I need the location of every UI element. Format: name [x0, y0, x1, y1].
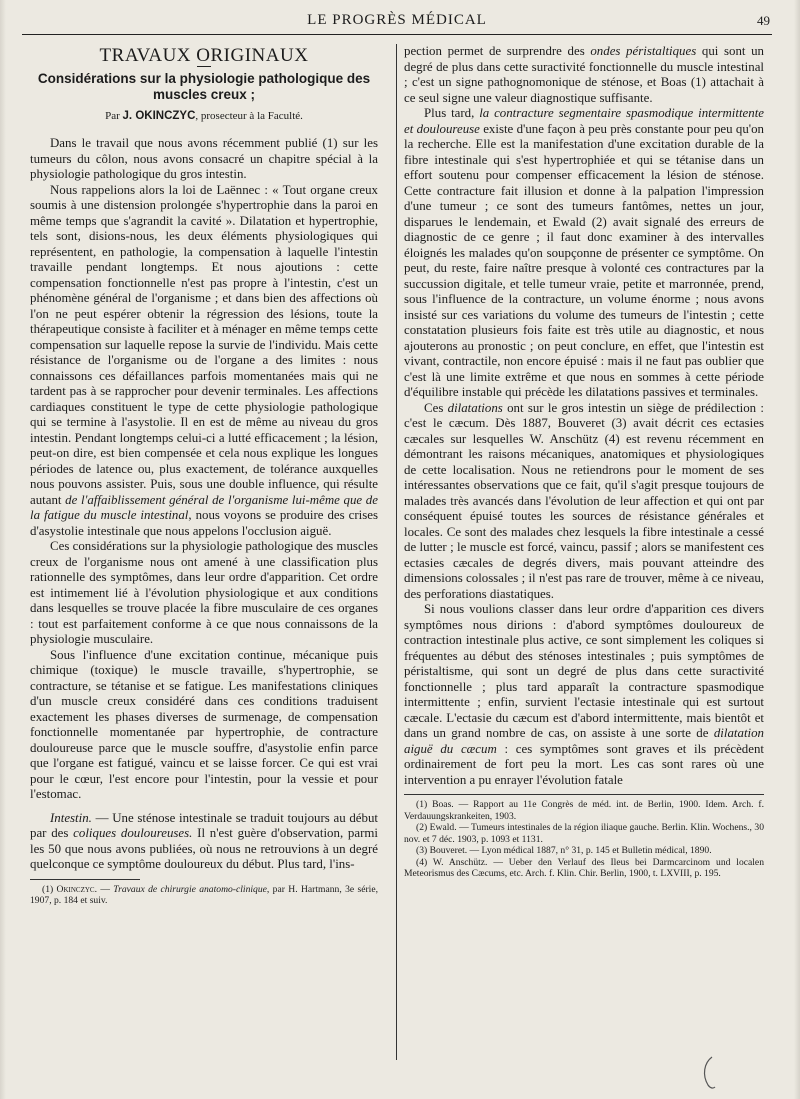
footnote: (2) Ewald. — Tumeurs intestinales de la région iliaque gauche. Berlin. Klin. Wochens., 30 nov. et 7 déc. 1903, p. 1093 et 1131. — [404, 822, 764, 845]
text-run: qui sont un degré de plus dans cette suractivité fonctionnelle du muscle intestinal ; c'est un signe pathognomonique de sténose, et Boas (1) attachait à ce seul signe une valeur diagnostique suffisante. — [404, 44, 764, 105]
left-column — [30, 44, 378, 907]
footnote: (4) W. Anschütz. — Ueber den Verlauf des Ileus bei Darmcarcinom und localen Meteorismus des Cæcums, etc. Arch. f. Klin. Chir. Berlin, 1900, t. LXVIII, p. 195. — [404, 856, 764, 879]
text-run: — Une sténose intestinale se traduit toujours au début par des — [30, 810, 378, 840]
footnote-rule — [404, 794, 764, 795]
pencil-mark-icon — [700, 1055, 718, 1091]
emphasis: dilatation aiguë du cæcum — [404, 726, 764, 756]
page-number: 49 — [757, 13, 770, 28]
text-run: pection permet de surprendre des — [404, 44, 591, 58]
footnote: (1) Boas. — Rapport au 11e Congrès de méd. int. de Berlin, 1900. Idem. Arch. f. Verdauungskrankeiten, 1903. — [404, 799, 764, 822]
text-run: Plus tard, — [424, 106, 480, 120]
emphasis: coliques douloureuses. — [73, 826, 193, 840]
paragraph — [30, 183, 378, 540]
emphasis: la contracture segmentaire spasmodique intermittente et douloureuse — [404, 106, 765, 136]
text-run: Il n'est guère d'observation, parmi les 50 que nous avons publiées, où nous ne retrouvions à un degré quelconque ce symptôme douloureux du début. Plus tard, l'ins- — [30, 826, 378, 871]
text-run: , nous voyons se produire des crises d'asystolie intestinale que nous appelons l'occlusion aiguë. — [30, 508, 378, 538]
emphasis: ondes péristaltiques — [590, 44, 697, 58]
fn-number: (1) — [42, 883, 57, 895]
text-run: Nous rappelions alors la loi de Laënnec : « Tout organe creux soumis à une distension prolongée s'hypertrophie dans la paroi en même temps que s'agrandit la cavité ». Dilatation et hypertrophie, tels sont, disions-nous, les deux éléments physiologiques qui représentent, en pathologie, la compensation à laquelle l'intestin travaille pendant longtemps. Et nous ajoutions : cette compensation fonctionnelle n'est pas propre à l'intestin, c'est un phénomène général de l'organisme ; et dans bien des affections où l'on ne peut espérer obtenir la régression des lésions, toute la thérapeutique consiste à faciliter et à ménager en même temps cette compensation sur laquelle repose la survie de l'individu. Mais cette résistance de l'organisme ou de l'organe a des limites : nous connaissons ces défaillances parfois momentanées mais qui ne tardent pas à se rapprocher pour devenir terminales. Les affections cardiaques constituent le type de cette physiologie pathologique qui se termine à l'asystolie. Il en est de même au niveau du gros intestin. Pendant longtemps celui-ci a lutté efficacement ; la lésion, peut-on dire, est bien compensée et cela nous explique les longues périodes de latence ou, plus exactement, de tolérance auxquelles nous pouvons assister. Puis, sous une double influence, qui résulte autant — [30, 182, 378, 507]
footnotes — [404, 799, 764, 880]
text-run: — — [96, 883, 114, 895]
footnote: (3) Bouveret. — Lyon médical 1887, n° 31, p. 145 et Bulletin médical, 1890. — [416, 845, 712, 856]
byline-author: J. OKINCZYC — [122, 109, 196, 122]
subheading-intestin: Intestin. — [50, 810, 92, 825]
text-run: Si nous voulions classer dans leur ordre d'apparition ces divers symptômes nous dirions : d'abord symptômes douloureux de contraction intestinale plus active, ce sont simplement les coliques si fréquentes au début des sténoses intestinales ; puis symptômes de péristaltisme, qui sont un degré de plus dans cette suractivité fonctionnelle ; plus tard apparaît la contracture spasmodique intermittente ; enfin, survient l'ectasie intestinale qui est surtout cæcale. L'ectasie du cæcum est d'abord intermittente, mais bientôt et dans un grand nombre de cas, on assiste à une sorte de — [404, 602, 764, 740]
fn-author: Okinczyc. — [56, 883, 97, 895]
article-title: Considérations sur la physiologie pathologique des muscles creux ; — [37, 70, 371, 102]
paragraph — [404, 44, 764, 106]
text-run: Ces — [424, 400, 448, 415]
paragraph — [404, 106, 764, 401]
paragraph — [30, 811, 378, 873]
footnotes — [30, 884, 378, 907]
byline-prefix: Par — [105, 109, 123, 122]
text-run: : ces symptômes sont graves et ils précèdent ordinairement de fort peu la mort. Les cas sont rares où une intervention a pu enrayer l'évolution fatale — [404, 741, 764, 787]
text-run: ont sur le gros intestin un siège de prédilection : c'est le cæcum. Dès 1887, Bouveret (3) avait décrit ces ectasies cæcales sur lesquelles W. Anschütz (4) est revenu récemment en démontrant les raisons mécaniques, anatomiques et physiologiques de cette localisation. Nous ne retiendrons pour le moment de ses intéressantes observations que ce fait, qu'il s'agit presque toujours de malades très avancés dans l'évolution de leur affection et qui ont par conséquent épuisé toutes les sources de résistance générales et locales. Ce sont des malades chez lesquels la fibre intestinale a cessé de lutter ; le muscle est forcé, vaincu, passif ; alors se manifestent ces ectasies cæcales de degrés divers, mais pouvant atteindre des dimensions colossales ; il n'est pas rare de trouver, même à ce niveau, des perforations diastatiques. — [404, 400, 764, 601]
text-run: existe d'une façon à peu près constante pour peu qu'on la recherche. Elle est la manifestation d'une excitation durable de la fibre intestinale qui s'est hypertrophiée et qui se tétanise dans un effort soutenu pour compenser efficacement la lésion de sténose. Cette contracture fait illusion et donne à la palpation l'impression d'une tumeur ; ce sont des tumeurs fantômes, nettes un jour, disparues le lendemain, et Ewald (2) avait signalé des erreurs de diagnostic de ce genre ; il faut donc examiner à des intervalles éloignés les malades qu'on soupçonne de présenter ce symptôme. On peut, du reste, faire naître presque à volonté ces contractures par la succussion digitale, et telle tumeur vraie, petite et marronnée, prend, sous l'influence de la contracture, un volume énorme ; nous avons insisté sur ces variations du volume des tumeurs de l'intestin ; cette constatation plusieurs fois faite est très utile au diagnostic, et nous ajouterons au pronostic ; on peut conclure, en effet, que l'intestin est vivant, contractile, non encore épuisé : mais il ne faut pas oublier que c'est là une limite extrême et que nous en sommes à cette période d'équilibre instable qui précède les dilatations passives et terminales. — [404, 121, 764, 399]
paragraph: Sous l'influence d'une excitation continue, mécanique puis chimique (toxique) le muscle travaille, s'hypertrophie, se contracture, se tétanise et se fatigue. Les manifestations cliniques d'un muscle creux considéré dans ces conditions traduisent exactement les phases diverses de surmenage, de compensation fonctionnelle momentanée par hypertrophie, de contracture douloureuse parce que le muscle souffre, d'asystolie enfin parce que l'organe est fatigué, vaincu et se laisse forcer. Ce qui est vrai pour le cœur, l'est encore pour l'intestin, pour la vessie et pour l'estomac. — [30, 647, 378, 801]
text-run: , par H. Hartmann, 3e série, 1907, p. 184 et suiv. — [30, 883, 378, 906]
paragraph: Dans le travail que nous avons récemment publié (1) sur les tumeurs du côlon, nous avons consacré un chapitre spécial à la physiologie pathologique du gros intestin. — [30, 136, 378, 181]
fn-title: Travaux de chirurgie anatomo-clinique — [113, 883, 267, 895]
journal-title: LE PROGRÈS MÉDICAL — [307, 12, 487, 28]
paragraph: Ces considérations sur la physiologie pathologique des muscles creux de l'organisme nous ont amené à une classification plus rationnelle des symptômes, dans leur ordre d'apparition. Cet ordre est intimement lié à l'évolution physiologique et aux conditions dans lesquelles se trouve placée la fibre musculaire de ces organes : tout est parfaitement conforme à ce que nous connaissons de la physiologie musculaire. — [30, 539, 378, 646]
byline — [30, 109, 378, 125]
section-heading: TRAVAUX ORIGINAUX — [99, 45, 309, 66]
emphasis: de l'affaiblissement général de l'organisme lui-même que de la fatigue du muscle intestinal — [30, 492, 378, 522]
footnote-rule — [30, 879, 140, 880]
emphasis: dilatations — [447, 400, 503, 415]
running-header — [22, 8, 772, 35]
byline-suffix: , prosecteur à la Faculté. — [195, 109, 303, 122]
column-divider — [396, 44, 397, 1060]
paragraph — [404, 401, 764, 603]
footnote — [30, 884, 378, 907]
paragraph — [404, 602, 764, 788]
right-column — [404, 44, 764, 880]
